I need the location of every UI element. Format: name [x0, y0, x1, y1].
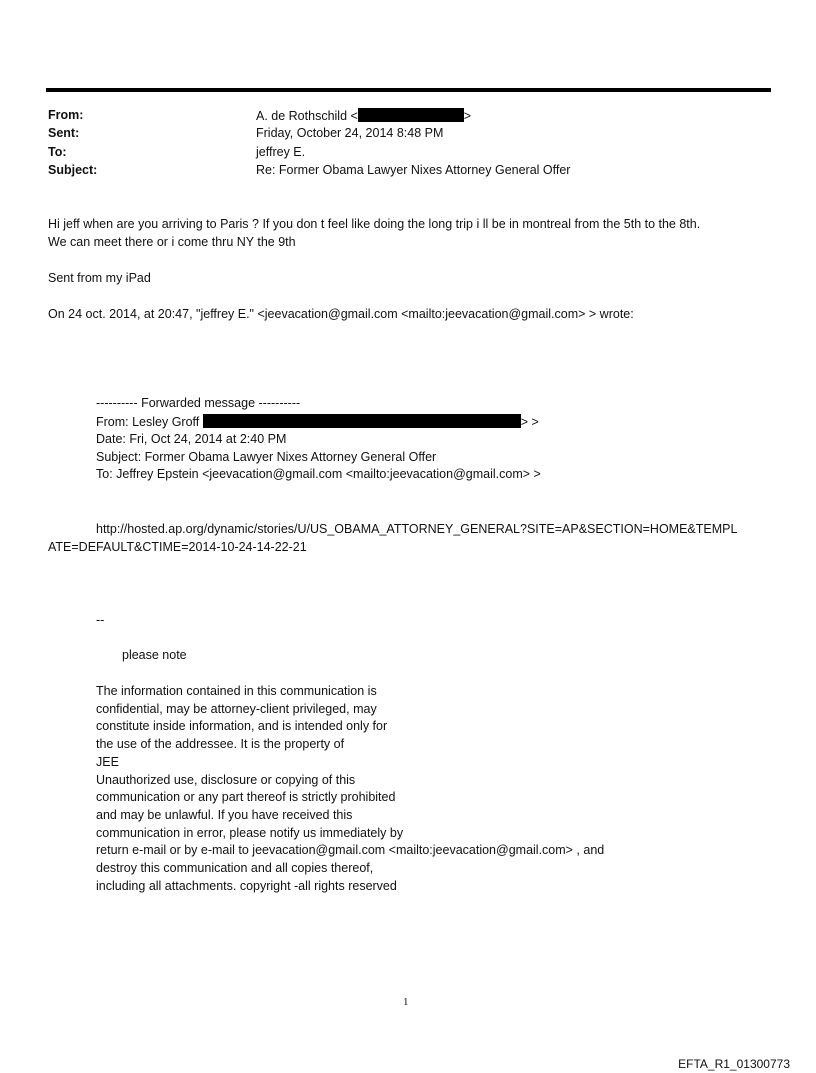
from-label: From: [48, 108, 84, 122]
forward-to: To: Jeffrey Epstein <jeevacation@gmail.com <mailto:jeevacation@gmail.com> > [96, 467, 541, 481]
from-close: > [463, 109, 472, 123]
article-link-line-2[interactable]: ATE=DEFAULT&CTIME=2014-10-24-14-22-21 [48, 540, 307, 554]
disclaimer-line: The information contained in this communication is [96, 684, 377, 698]
article-link-line-1[interactable]: http://hosted.ap.org/dynamic/stories/U/US_OBAMA_ATTORNEY_GENERAL?SITE=AP&SECTION=HOME&TEMPL [96, 522, 738, 536]
body-line-2: We can meet there or i come thru NY the 9th [48, 235, 296, 249]
forward-from [96, 414, 539, 429]
page-number: 1 [403, 996, 409, 1008]
disclaimer-line: constitute inside information, and is intended only for [96, 719, 388, 734]
subject-label: Subject: [48, 163, 98, 177]
disclaimer-line: communication in error, please notify us immediately by [96, 825, 404, 840]
disclaimer-line: destroy this communication and all copies thereof, [96, 861, 374, 876]
forward-from-text: From: Lesley Groff [96, 415, 200, 429]
document-id: EFTA_R1_01300773 [678, 1057, 790, 1071]
redaction-box [203, 414, 521, 428]
disclaimer [96, 683, 604, 895]
quote-intro: On 24 oct. 2014, at 20:47, "jeffrey E." <jeevacation@gmail.com <mailto:jeevacation@gmail.com> > wrote: [48, 307, 634, 321]
disclaimer-line: confidential, may be attorney-client privileged, may [96, 701, 377, 716]
redaction-box [358, 108, 464, 122]
forward-separator: ---------- Forwarded message ---------- [96, 396, 301, 410]
sent-value: Friday, October 24, 2014 8:48 PM [256, 126, 444, 140]
disclaimer-line: including all attachments. copyright -all rights reserved [96, 878, 397, 893]
forward-from-close: > > [520, 415, 539, 429]
from-name: A. de Rothschild < [256, 109, 358, 123]
disclaimer-line: communication or any part thereof is strictly prohibited [96, 790, 396, 805]
forward-subject: Subject: Former Obama Lawyer Nixes Attorney General Offer [96, 450, 437, 464]
from-value [256, 108, 471, 123]
please-note: please note [122, 648, 187, 662]
disclaimer-line: JEE [96, 754, 119, 769]
disclaimer-line: return e-mail or by e-mail to jeevacation@gmail.com <mailto:jeevacation@gmail.com> , and [96, 843, 605, 858]
signature: Sent from my iPad [48, 271, 151, 285]
disclaimer-line: and may be unlawful. If you have received this [96, 807, 353, 822]
disclaimer-line: Unauthorized use, disclosure or copying of this [96, 772, 356, 787]
disclaimer-line: the use of the addressee. It is the property of [96, 737, 345, 752]
to-label: To: [48, 145, 67, 159]
sent-label: Sent: [48, 126, 80, 140]
signature-dash: -- [96, 613, 105, 627]
subject-value: Re: Former Obama Lawyer Nixes Attorney General Offer [256, 163, 571, 177]
header-rule [46, 88, 771, 92]
forward-date: Date: Fri, Oct 24, 2014 at 2:40 PM [96, 432, 287, 446]
body-line-1: Hi jeff when are you arriving to Paris ? If you don t feel like doing the long trip i ll be in montreal from the 5th to the 8th. [48, 217, 701, 231]
to-value: jeffrey E. [256, 145, 306, 159]
